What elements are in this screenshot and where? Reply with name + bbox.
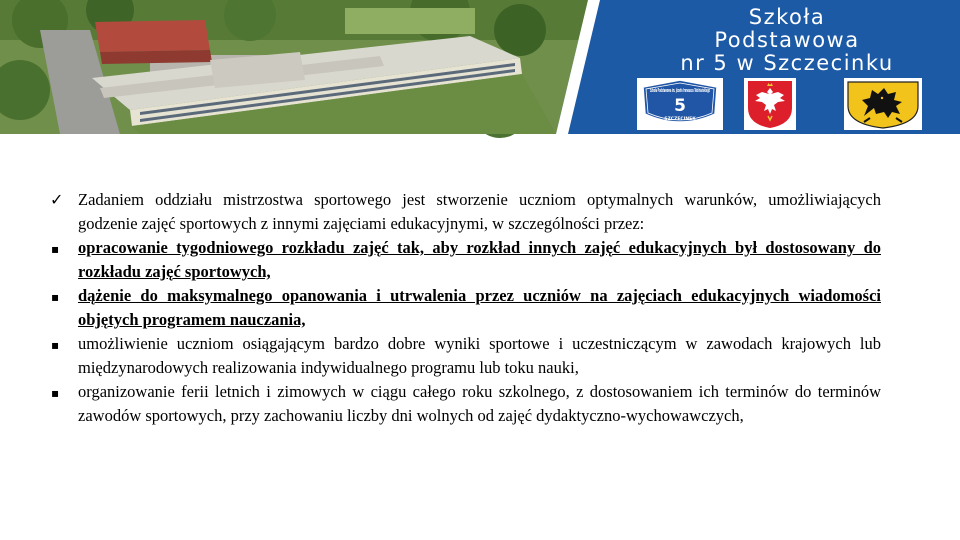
checkmark-icon: ✓ <box>50 190 64 209</box>
list-item-text: opracowanie tygodniowego rozkładu zajęć tak, aby rozkład innych zajęć edukacyjnych był dostosowany do rozkładu zajęć sportowych, <box>78 238 881 281</box>
school-emblem-number: 5 <box>674 96 686 116</box>
list-item <box>48 236 881 284</box>
school-emblem-text-top <box>650 87 710 94</box>
list-item-text: dążenie do maksymalnego opanowania i utrwalenia przez uczniów na zajęciach edukacyjnych wiadomości objętych programem nauczania, <box>78 286 881 329</box>
school-name-line-2: Podstawowa <box>714 28 860 52</box>
intro-item <box>48 188 881 236</box>
header-banner <box>0 0 960 134</box>
list-item <box>48 284 881 332</box>
list-item-text: organizowanie ferii letnich i zimowych w ciągu całego roku szkolnego, z dostosowaniem ich terminów do terminów zawodów sportowych, przy zachowaniu liczby dni wolnych od zajęć dydaktyczno-wychowawczych, <box>78 382 881 425</box>
content-list <box>48 188 881 428</box>
list-item <box>48 380 881 428</box>
list-item-text: umożliwienie uczniom osiągającym bardzo dobre wyniki sportowe i uczestniczącym w zawodach krajowych lub międzynarodowych realizowania indywidualnego programu lub toku nauki, <box>78 334 881 377</box>
school-name-title <box>637 6 937 75</box>
square-bullet-icon: ▪ <box>51 386 60 400</box>
intro-text: Zadaniem oddziału mistrzostwa sportowego jest stworzenie uczniom optymalnych warunków, umożliwiających godzenie zajęć sportowych z innymi zajęciami edukacyjnymi, w szczególności przez: <box>78 190 881 233</box>
griffin-emblem-icon <box>844 78 922 130</box>
school-emblem-text-bottom: SZCZECINEK <box>664 117 696 122</box>
school-name-line-1: Szkoła <box>748 5 826 29</box>
white-eagle-emblem-icon <box>744 78 796 130</box>
square-bullet-icon: ▪ <box>51 242 60 256</box>
school-name-line-3: nr 5 w Szczecinku <box>680 51 894 75</box>
list-item <box>48 332 881 380</box>
school-emblem-icon <box>637 78 723 130</box>
square-bullet-icon: ▪ <box>51 290 60 304</box>
square-bullet-icon: ▪ <box>51 338 60 352</box>
